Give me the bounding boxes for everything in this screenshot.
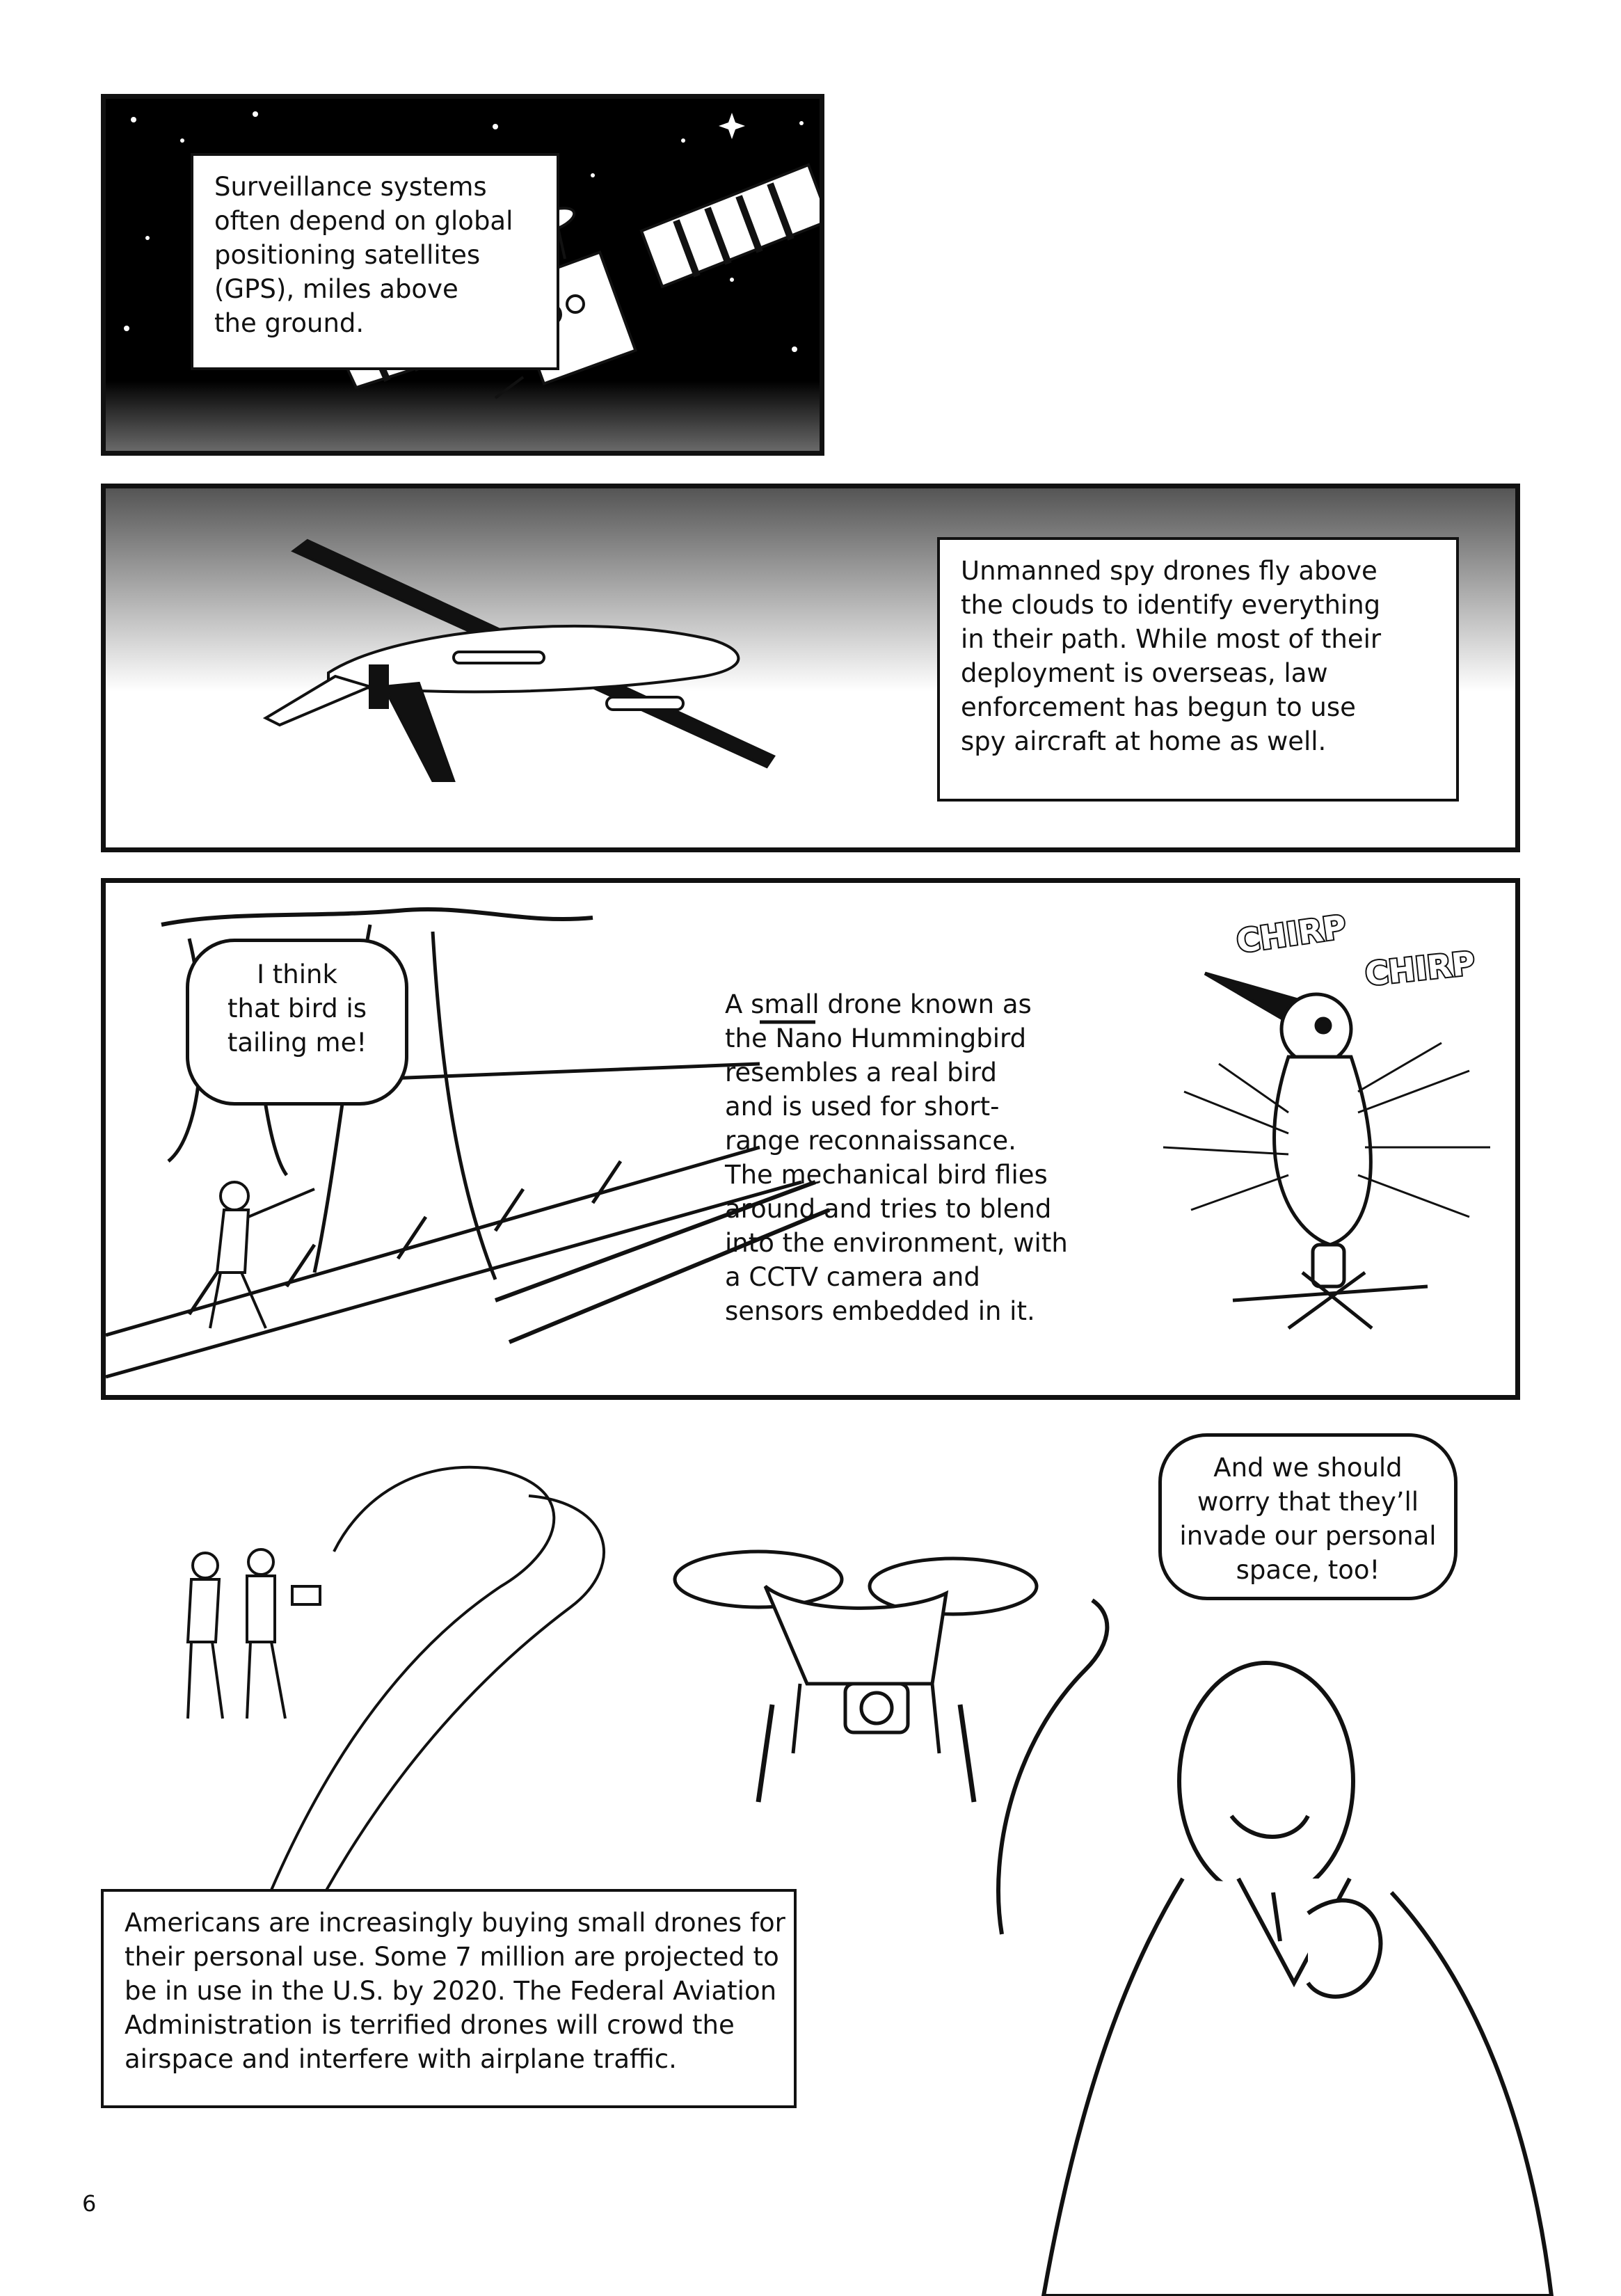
caption-line: Americans are increasingly buying small drones for bbox=[125, 1908, 785, 1938]
narration-line: range reconnaissance. bbox=[725, 1126, 1016, 1156]
caption-line: the ground. bbox=[214, 308, 365, 338]
caption-line: positioning satellites bbox=[214, 240, 481, 270]
caption-line: be in use in the U.S. by 2020. The Federal Aviation bbox=[125, 1976, 777, 2006]
narration-line: resembles a real bird bbox=[725, 1058, 997, 1087]
sfx-chirp-1: CHIRP bbox=[1233, 907, 1349, 961]
speech-line: worry that they’ll bbox=[1197, 1487, 1419, 1517]
speech-line: that bird is bbox=[227, 994, 367, 1023]
panel-satellite bbox=[101, 94, 824, 456]
caption-line: Unmanned spy drones fly above bbox=[961, 556, 1378, 586]
narration-line: into the environment, with bbox=[725, 1228, 1068, 1258]
nano-hummingbird-icon bbox=[1163, 973, 1490, 1328]
hummingbird-narration bbox=[725, 987, 1087, 1328]
speech-bubble-personal-space bbox=[1158, 1433, 1458, 1600]
narration-line: sensors embedded in it. bbox=[725, 1296, 1035, 1326]
personal-drones-caption bbox=[101, 1889, 797, 2108]
caption-line: spy aircraft at home as well. bbox=[961, 726, 1327, 756]
caption-line: Administration is terrified drones will crowd the bbox=[125, 2010, 735, 2040]
panel-spy-drone bbox=[101, 484, 1520, 852]
caption-line: often depend on global bbox=[214, 206, 513, 236]
caption-line: enforcement has begun to use bbox=[961, 692, 1356, 722]
narration-line: around and tries to blend bbox=[725, 1194, 1052, 1224]
spy-drone-caption bbox=[937, 537, 1459, 802]
satellite-caption bbox=[191, 153, 559, 370]
speech-line: tailing me! bbox=[227, 1028, 367, 1058]
caption-line: deployment is overseas, law bbox=[961, 658, 1328, 688]
caption-line: Surveillance systems bbox=[214, 172, 487, 202]
speech-bubble-bird bbox=[186, 939, 408, 1106]
narration-line: The mechanical bird flies bbox=[725, 1160, 1048, 1190]
speech-line: And we should bbox=[1213, 1453, 1403, 1483]
narration-line: a CCTV camera and bbox=[725, 1262, 980, 1292]
narration-line: A small drone known as bbox=[725, 989, 1032, 1019]
narration-line: the Nano Hummingbird bbox=[725, 1023, 1027, 1053]
caption-line: airspace and interfere with airplane traffic. bbox=[125, 2044, 677, 2074]
speech-line: invade our personal bbox=[1179, 1521, 1437, 1551]
speech-line: space, too! bbox=[1236, 1555, 1380, 1585]
people-with-remote-icon bbox=[188, 1549, 320, 1719]
startled-man-icon bbox=[998, 1600, 1551, 2296]
page-number: 6 bbox=[82, 2190, 97, 2217]
panel-hummingbird bbox=[101, 878, 1520, 1400]
caption-line: in their path. While most of their bbox=[961, 624, 1382, 654]
caption-line: their personal use. Some 7 million are projected to bbox=[125, 1942, 779, 1972]
quadcopter-drone-icon bbox=[675, 1552, 1037, 1802]
caption-line: (GPS), miles above bbox=[214, 274, 458, 304]
flight-path bbox=[264, 1467, 604, 1927]
caption-line: the clouds to identify everything bbox=[961, 590, 1381, 620]
speech-line: I think bbox=[257, 959, 337, 989]
sfx-chirp-2: CHIRP bbox=[1363, 943, 1477, 994]
walking-man-icon bbox=[210, 1182, 314, 1328]
narration-line: and is used for short- bbox=[725, 1092, 1000, 1122]
